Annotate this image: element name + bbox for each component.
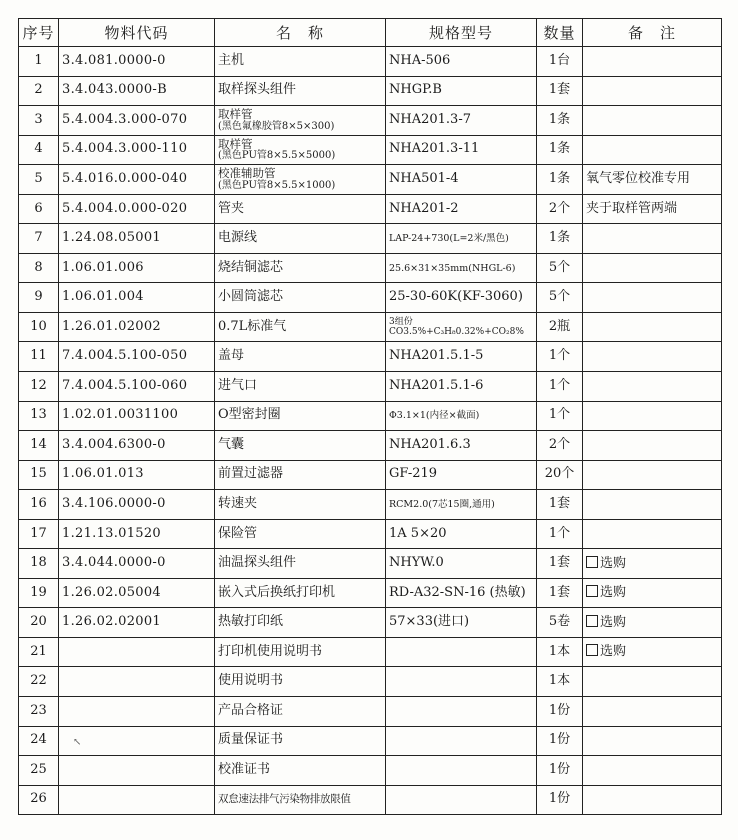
- quantity-cell: 1份: [537, 756, 583, 786]
- model-cell: [386, 608, 537, 638]
- model-cell: [386, 785, 537, 815]
- item-name-cell: [215, 637, 386, 667]
- row-number-cell: 20: [19, 608, 59, 638]
- quantity-cell: 1份: [537, 726, 583, 756]
- table-row: [19, 756, 722, 786]
- model-value: NHA201.5.1-5: [389, 348, 484, 364]
- model-value: 57×33(进口): [389, 614, 470, 630]
- table-row: [19, 431, 722, 461]
- row-number-cell: 8: [19, 253, 59, 283]
- item-name: 转速夹: [218, 496, 258, 511]
- model-cell: [386, 549, 537, 579]
- item-name-cell: [215, 224, 386, 254]
- model-cell: [386, 637, 537, 667]
- model-cell: [386, 490, 537, 520]
- model-value: 3组份: [389, 316, 413, 327]
- item-name: 嵌入式后换纸打印机: [218, 584, 336, 600]
- parts-table: [18, 18, 722, 815]
- row-number-cell: 25: [19, 756, 59, 786]
- item-name: 油温探头组件: [218, 555, 297, 571]
- item-name: 取样管: [218, 136, 253, 151]
- item-name-cell: [215, 47, 386, 77]
- material-code-cell: 7.4.004.5.100-050: [59, 342, 215, 372]
- item-name: 气囊: [218, 436, 245, 452]
- item-name-cell: [215, 431, 386, 461]
- quantity-cell: 1条: [537, 165, 583, 195]
- item-name-cell: [215, 519, 386, 549]
- remark-text: 氧气零位校准专用: [586, 170, 691, 186]
- remark-cell: [583, 253, 722, 283]
- item-name-detail: (黑色PU管8×5.5×1000): [218, 180, 336, 192]
- model-value: LAP-24+730(L=2米/黑色): [389, 233, 509, 245]
- optional-checkbox-icon: [586, 615, 598, 627]
- material-code-cell: 3.4.106.0000-0: [59, 490, 215, 520]
- item-name: 前置过滤器: [218, 466, 284, 482]
- row-number-cell: 9: [19, 283, 59, 313]
- model-value: 1A 5×20: [389, 525, 447, 541]
- remark-cell: [583, 283, 722, 313]
- remark-cell: [583, 194, 722, 224]
- row-number-cell: 17: [19, 519, 59, 549]
- item-name: 热敏打印纸: [218, 614, 284, 630]
- model-cell: [386, 667, 537, 697]
- remark-cell: [583, 785, 722, 815]
- model-cell: [386, 372, 537, 402]
- table-row: [19, 697, 722, 727]
- remark-cell: [583, 697, 722, 727]
- row-number-cell: 1: [19, 47, 59, 77]
- item-name: 烧结铜滤芯: [218, 259, 284, 275]
- row-number-cell: 13: [19, 401, 59, 431]
- model-value: NHA201.5.1-6: [389, 377, 484, 393]
- model-value: 25.6×31×35mm(NHGL-6): [389, 262, 516, 274]
- material-code-cell: [59, 697, 215, 727]
- row-number-cell: 19: [19, 578, 59, 608]
- model-value: NHA-506: [389, 52, 451, 68]
- model-cell: [386, 47, 537, 77]
- quantity-cell: 1个: [537, 372, 583, 402]
- optional-checkbox-icon: [586, 556, 598, 568]
- remark-cell: [583, 106, 722, 136]
- table-row: [19, 135, 722, 165]
- material-code-cell: 1.06.01.013: [59, 460, 215, 490]
- quantity-cell: 1套: [537, 549, 583, 579]
- remark-cell: [583, 342, 722, 372]
- remark-cell: [583, 667, 722, 697]
- remark-cell: [583, 401, 722, 431]
- model-cell: [386, 312, 537, 342]
- table-row: [19, 165, 722, 195]
- item-name-cell: [215, 283, 386, 313]
- item-name: 质量保证书: [218, 732, 284, 748]
- row-number-cell: 14: [19, 431, 59, 461]
- material-code-cell: 1.21.13.01520: [59, 519, 215, 549]
- row-number-cell: 7: [19, 224, 59, 254]
- row-number-cell: 26: [19, 785, 59, 815]
- model-value: GF-219: [389, 466, 438, 482]
- quantity-cell: 1条: [537, 135, 583, 165]
- material-code-cell: 1.26.02.02001: [59, 608, 215, 638]
- quantity-cell: 1份: [537, 697, 583, 727]
- item-name-cell: [215, 608, 386, 638]
- item-name-cell: [215, 549, 386, 579]
- material-code-cell: 5.4.004.3.000-070: [59, 106, 215, 136]
- model-value: 25-30-60K(KF-3060): [389, 289, 523, 305]
- row-number-cell: 6: [19, 194, 59, 224]
- remark-cell: [583, 756, 722, 786]
- remark-cell: [583, 224, 722, 254]
- header-name: 名 称: [215, 19, 386, 47]
- remark-cell: [583, 608, 722, 638]
- quantity-cell: 2瓶: [537, 312, 583, 342]
- table-row: [19, 106, 722, 136]
- material-code-cell: 1.26.01.02002: [59, 312, 215, 342]
- material-code-cell: 5.4.004.3.000-110: [59, 135, 215, 165]
- item-name-cell: [215, 490, 386, 520]
- material-code-cell: 3.4.004.6300-0: [59, 431, 215, 461]
- quantity-cell: 1个: [537, 401, 583, 431]
- quantity-cell: 1个: [537, 519, 583, 549]
- quantity-cell: 1台: [537, 47, 583, 77]
- table-row: [19, 460, 722, 490]
- item-name: 管夹: [218, 200, 245, 216]
- table-row: [19, 76, 722, 106]
- table-header-row: [19, 19, 722, 47]
- material-code-cell: 1.06.01.006: [59, 253, 215, 283]
- model-value: NHYW.0: [389, 555, 444, 571]
- item-name-cell: [215, 578, 386, 608]
- item-name: 双怠速法排气污染物排放限值: [218, 793, 351, 806]
- material-code-cell: 3.4.043.0000-B: [59, 76, 215, 106]
- table-row: [19, 726, 722, 756]
- model-value: NHGP.B: [389, 82, 442, 98]
- quantity-cell: 1套: [537, 578, 583, 608]
- remark-cell: [583, 76, 722, 106]
- row-number-cell: 5: [19, 165, 59, 195]
- row-number-cell: 10: [19, 312, 59, 342]
- quantity-cell: 1条: [537, 106, 583, 136]
- material-code-cell: [59, 785, 215, 815]
- item-name-detail: (黑色氟橡胶管8×5×300): [218, 120, 335, 132]
- remark-cell: [583, 47, 722, 77]
- item-name-cell: [215, 372, 386, 402]
- item-name: 电源线: [218, 230, 258, 246]
- item-name: 小圆筒滤芯: [218, 289, 284, 305]
- table-row: [19, 253, 722, 283]
- row-number-cell: 3: [19, 106, 59, 136]
- model-value: NHA201.3-11: [389, 141, 480, 157]
- model-cell: [386, 578, 537, 608]
- remark-text: 选购: [600, 614, 627, 630]
- material-code-cell: [59, 726, 215, 756]
- quantity-cell: 1条: [537, 224, 583, 254]
- model-value: Φ3.1×1(内径×截面): [389, 410, 480, 422]
- item-name-cell: [215, 135, 386, 165]
- item-name: 0.7L标准气: [218, 318, 287, 334]
- optional-checkbox-icon: [586, 644, 598, 656]
- item-name-cell: [215, 697, 386, 727]
- item-name-cell: [215, 460, 386, 490]
- item-name-cell: [215, 253, 386, 283]
- table-row: [19, 47, 722, 77]
- table-row: [19, 224, 722, 254]
- item-name: 主机: [218, 52, 245, 68]
- item-name-cell: [215, 106, 386, 136]
- model-value: NHA501-4: [389, 170, 459, 186]
- header-code: 物料代码: [59, 19, 215, 47]
- remark-cell: [583, 519, 722, 549]
- material-code-cell: 1.06.01.004: [59, 283, 215, 313]
- table-row: [19, 785, 722, 815]
- remark-cell: [583, 165, 722, 195]
- model-cell: [386, 165, 537, 195]
- item-name: 打印机使用说明书: [218, 643, 323, 659]
- remark-text: 选购: [600, 555, 627, 571]
- scan-speck: ↖: [73, 737, 82, 748]
- model-cell: [386, 519, 537, 549]
- remark-cell: [583, 578, 722, 608]
- remark-cell: [583, 372, 722, 402]
- quantity-cell: 1本: [537, 667, 583, 697]
- quantity-cell: 1套: [537, 490, 583, 520]
- item-name: 使用说明书: [218, 673, 284, 689]
- remark-cell: [583, 460, 722, 490]
- remark-cell: [583, 726, 722, 756]
- item-name-cell: [215, 785, 386, 815]
- row-number-cell: 23: [19, 697, 59, 727]
- item-name-cell: [215, 726, 386, 756]
- item-name: 盖母: [218, 348, 245, 364]
- item-name: 进气口: [218, 377, 258, 393]
- material-code-cell: [59, 667, 215, 697]
- material-code-cell: 5.4.004.0.000-020: [59, 194, 215, 224]
- item-name-cell: [215, 76, 386, 106]
- row-number-cell: 11: [19, 342, 59, 372]
- item-name-cell: [215, 342, 386, 372]
- item-name: 保险管: [218, 525, 258, 541]
- remark-cell: [583, 312, 722, 342]
- material-code-cell: 3.4.044.0000-0: [59, 549, 215, 579]
- material-code-cell: 1.02.01.0031100: [59, 401, 215, 431]
- table-row: [19, 283, 722, 313]
- material-code-cell: [59, 637, 215, 667]
- model-value: RD-A32-SN-16 (热敏): [389, 584, 526, 600]
- table-row: [19, 401, 722, 431]
- model-cell: [386, 106, 537, 136]
- quantity-cell: 2个: [537, 431, 583, 461]
- model-cell: [386, 76, 537, 106]
- material-code-cell: 1.26.02.05004: [59, 578, 215, 608]
- item-name: 取样探头组件: [218, 82, 297, 98]
- model-cell: [386, 283, 537, 313]
- model-detail: CO3.5%+C₃H₈0.32%+CO₂8%: [389, 327, 524, 338]
- item-name-cell: [215, 165, 386, 195]
- table-row: [19, 667, 722, 697]
- header-model: 规格型号: [386, 19, 537, 47]
- row-number-cell: 4: [19, 135, 59, 165]
- table-row: [19, 578, 722, 608]
- table-body: [19, 47, 722, 815]
- table-row: [19, 549, 722, 579]
- model-cell: [386, 194, 537, 224]
- model-cell: [386, 401, 537, 431]
- remark-text: 选购: [600, 585, 627, 601]
- quantity-cell: 1套: [537, 76, 583, 106]
- row-number-cell: 12: [19, 372, 59, 402]
- row-number-cell: 21: [19, 637, 59, 667]
- model-cell: [386, 431, 537, 461]
- table-row: [19, 519, 722, 549]
- quantity-cell: 5个: [537, 283, 583, 313]
- remark-cell: [583, 135, 722, 165]
- model-cell: [386, 726, 537, 756]
- remark-cell: [583, 637, 722, 667]
- header-no: 序号: [19, 19, 59, 47]
- row-number-cell: 2: [19, 76, 59, 106]
- model-cell: [386, 342, 537, 372]
- item-name-cell: [215, 312, 386, 342]
- table-row: [19, 342, 722, 372]
- item-name-detail: (黑色PU管8×5.5×5000): [218, 150, 336, 162]
- material-code-cell: 1.24.08.05001: [59, 224, 215, 254]
- row-number-cell: 18: [19, 549, 59, 579]
- model-value: NHA201.6.3: [389, 436, 471, 452]
- remark-text: 夹于取样管两端: [586, 200, 678, 216]
- model-cell: [386, 697, 537, 727]
- model-cell: [386, 756, 537, 786]
- remark-cell: [583, 431, 722, 461]
- material-code-cell: 3.4.081.0000-0: [59, 47, 215, 77]
- model-cell: [386, 135, 537, 165]
- quantity-cell: 20个: [537, 460, 583, 490]
- model-cell: [386, 253, 537, 283]
- item-name-cell: [215, 756, 386, 786]
- quantity-cell: 5卷: [537, 608, 583, 638]
- material-code-cell: [59, 756, 215, 786]
- remark-cell: [583, 490, 722, 520]
- table-row: [19, 637, 722, 667]
- model-value: NHA201-2: [389, 200, 459, 216]
- item-name: O型密封圈: [218, 407, 281, 423]
- header-qty: 数量: [537, 19, 583, 47]
- item-name-cell: [215, 401, 386, 431]
- quantity-cell: 1份: [537, 785, 583, 815]
- item-name-cell: [215, 667, 386, 697]
- row-number-cell: 22: [19, 667, 59, 697]
- table-row: [19, 372, 722, 402]
- model-value: RCM2.0(7芯15圈,通用): [389, 499, 495, 510]
- optional-checkbox-icon: [586, 585, 598, 597]
- quantity-cell: 1本: [537, 637, 583, 667]
- remark-text: 选购: [600, 644, 627, 660]
- row-number-cell: 16: [19, 490, 59, 520]
- table-row: [19, 194, 722, 224]
- row-number-cell: 15: [19, 460, 59, 490]
- quantity-cell: 2个: [537, 194, 583, 224]
- model-cell: [386, 460, 537, 490]
- model-cell: [386, 224, 537, 254]
- table-row: [19, 490, 722, 520]
- item-name: 校准证书: [218, 761, 271, 777]
- quantity-cell: 5个: [537, 253, 583, 283]
- material-code-cell: 7.4.004.5.100-060: [59, 372, 215, 402]
- item-name: 产品合格证: [218, 702, 284, 718]
- item-name-cell: [215, 194, 386, 224]
- table-row: [19, 608, 722, 638]
- remark-cell: [583, 549, 722, 579]
- model-value: NHA201.3-7: [389, 111, 471, 127]
- material-code-cell: 5.4.016.0.000-040: [59, 165, 215, 195]
- item-name: 取样管: [218, 107, 253, 122]
- table-row: [19, 312, 722, 342]
- item-name: 校准辅助管: [218, 166, 276, 181]
- header-note: 备 注: [583, 19, 722, 47]
- row-number-cell: 24: [19, 726, 59, 756]
- quantity-cell: 1个: [537, 342, 583, 372]
